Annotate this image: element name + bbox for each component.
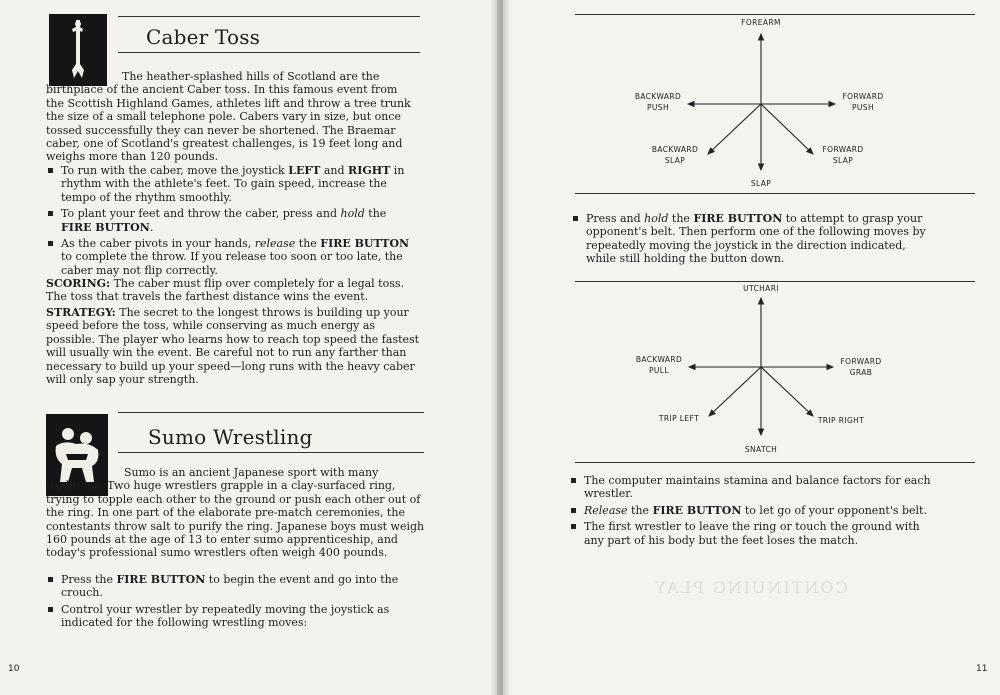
- sumo-bullet-press: Press the FIRE BUTTON to begin the event and go into the crouch.: [46, 573, 426, 600]
- bullet-release-belt: Release the FIRE BUTTON to let go of your opponent's belt.: [569, 504, 939, 517]
- book-gutter: [490, 0, 510, 695]
- diagram1-label-down-right-1: FORWARD: [822, 145, 864, 154]
- sumo-bullets: [46, 573, 426, 633]
- caber-bullets: [46, 164, 418, 280]
- caber-title: Caber Toss: [146, 25, 261, 49]
- grasp-belt-bullet-list: [571, 212, 931, 269]
- sumo-title: Sumo Wrestling: [148, 425, 313, 449]
- page-number-left: 10: [8, 664, 20, 674]
- bleed-through-text: CONTINUING PLAY: [653, 578, 848, 597]
- diagram2-label-up: UTCHARI: [743, 284, 779, 293]
- caber-bullet-plant: To plant your feet and throw the caber, press and hold the FIRE BUTTON.: [46, 207, 418, 234]
- bullet-stamina: The computer maintains stamina and balance factors for each wrestler.: [569, 474, 939, 501]
- diagram1-label-down: SLAP: [750, 179, 772, 188]
- diagram2-label-left-2: PULL: [649, 366, 669, 375]
- diagram1-label-down-left-2: SLAP: [664, 156, 686, 165]
- caber-title-rule: [118, 16, 420, 17]
- diagram1-label-down-left-1: BACKWARD: [651, 145, 699, 154]
- grasp-belt-bullet: Press and hold the FIRE BUTTON to attempt to grasp your opponent's belt. Then perform one of the following moves by repeatedly moving the joystick in the direction indicated, while still holding the button down.: [571, 212, 931, 266]
- diagram1-label-left-1: BACKWARD: [634, 92, 682, 101]
- caber-intro: The heather-splashed hills of Scotland are the birthplace of the ancient Caber toss. In this famous event from the Scottish Highland Games, athletes lift and throw a tree trunk the size of a small telephone pole. Cabers vary in size, but once tossed successfully they can never be shortened. The Braemar caber, one of Scotland's greatest challenges, is 19 feet long and weighs more than 120 pounds.: [46, 70, 411, 164]
- diagram2-label-right-2: GRAB: [849, 368, 873, 377]
- caber-title-rule-bottom: [118, 52, 420, 53]
- joystick-diagram-belt-moves: [503, 282, 1000, 462]
- diagram1-bottom-rule: [575, 193, 975, 194]
- sumo-title-rule: [118, 412, 424, 413]
- sumo-title-rule-bottom: [118, 452, 424, 453]
- right-page: [503, 0, 1000, 695]
- diagram1-label-right-2: PUSH: [851, 103, 875, 112]
- sumo-bullet-control: Control your wrestler by repeatedly moving the joystick as indicated for the following wrestling moves:: [46, 603, 426, 630]
- sumo-intro: Sumo is an ancient Japanese sport with many traditions. Two huge wrestlers grapple in a clay-surfaced ring, trying to topple each other to the ground or push each other out of the ring. In one part of the elaborate pre-match ceremonies, the contestants throw salt to purify the ring. Japanese boys must weigh 160 pounds at the age of 13 to enter sumo apprenticeship, and today's professional sumo wrestlers often weigh 400 pounds.: [46, 466, 425, 560]
- left-page: [0, 0, 497, 695]
- match-rules-bullets: [569, 474, 939, 550]
- diagram1-label-down-right-2: SLAP: [832, 156, 854, 165]
- diagram2-label-right-1: FORWARD: [840, 357, 882, 366]
- diagram2-bottom-rule: [575, 462, 975, 463]
- joystick-diagram-sumo-moves: [503, 0, 1000, 190]
- diagram1-label-up: FOREARM: [741, 18, 781, 27]
- caber-bullet-release: As the caber pivots in your hands, release the FIRE BUTTON to complete the throw. If you release too soon or too late, the caber may not flip correctly.: [46, 237, 418, 277]
- diagram2-label-left-1: BACKWARD: [635, 355, 683, 364]
- caber-bullet-run: To run with the caber, move the joystick LEFT and RIGHT in rhythm with the athlete's feet. To gain speed, increase the tempo of the rhythm smoothly.: [46, 164, 418, 204]
- diagram1-label-right-1: FORWARD: [842, 92, 884, 101]
- diagram2-label-down: SNATCH: [744, 445, 778, 454]
- caber-strategy: STRATEGY: The secret to the longest throws is building up your speed before the toss, while conserving as much energy as possible. The player who learns how to reach top speed the fastest will usually win the event. Be careful not to run any farther than necessary to build up your speed—long runs with the heavy caber will only sap your strength.: [46, 306, 420, 387]
- caber-scoring: SCORING: The caber must flip over completely for a legal toss. The toss that travels the farthest distance wins the event.: [46, 277, 405, 304]
- diagram1-label-left-2: PUSH: [646, 103, 670, 112]
- bullet-loses-match: The first wrestler to leave the ring or touch the ground with any part of his body but the feet loses the match.: [569, 520, 939, 547]
- diagram2-label-down-left: TRIP LEFT: [658, 414, 700, 423]
- page-number-right: 11: [976, 664, 988, 674]
- diagram2-label-down-right: TRIP RIGHT: [817, 416, 865, 425]
